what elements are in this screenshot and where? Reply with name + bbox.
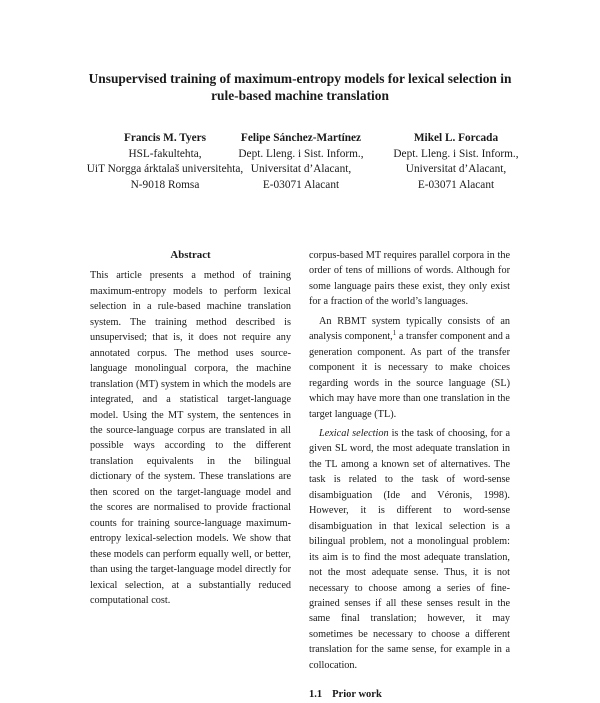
author-affiliation: E-03071 Alacant xyxy=(262,178,340,191)
lexical-selection-term: Lexical selection xyxy=(319,427,389,439)
author-block-3 xyxy=(374,131,538,193)
author-name: Francis M. Tyers xyxy=(123,132,207,144)
author-affiliation: Universitat d’Alacant, xyxy=(405,163,507,175)
abstract-text: This article presents a method of training maximum-entropy models to perform lexical selection in a rule-based machine translation system. The training method described is unsupervised; that is, it does not require any annotated corpus. The method uses source-language monolingual corpora, the machine translation (MT) system in which the models are integrated, and a statistical target-language model. Using the MT system, the sentences in the source-language corpus are translated in all possible ways according to the different translation equivalents in the bilingual dictionary of the system. These translations are then scored on the target-language model and the scores are normalised to provide fractional counts for training source-language maximum-entropy lexical-selection models. We show that these models can perform equally well, or better, than using the target-language model directly for lexical selection, at a substantially reduced computational cost. xyxy=(90,270,291,606)
footnote-marker[interactable]: 1 xyxy=(392,329,397,338)
title-line-1: Unsupervised training of maximum-entropy models for lexical selection in xyxy=(88,71,512,86)
paper-title xyxy=(40,70,560,104)
section-title: Prior work xyxy=(332,689,382,701)
author-name: Felipe Sánchez-Martínez xyxy=(240,132,362,144)
author-affiliation: HSL-fakultehta, xyxy=(128,147,202,160)
author-affiliation: E-03071 Alacant xyxy=(417,178,495,191)
author-affiliation: Dept. Lleng. i Sist. Inform., xyxy=(238,147,364,160)
right-column xyxy=(309,248,510,703)
author-name: Mikel L. Forcada xyxy=(413,132,499,144)
author-affiliation: UiT Norgga árktalaš universitehta, xyxy=(86,163,244,175)
left-column xyxy=(90,248,291,608)
intro-paragraph-3 xyxy=(309,426,510,673)
intro-paragraph-2-start: An RBMT system typically consists of an analysis component, xyxy=(309,315,510,343)
title-line-2: rule-based machine translation xyxy=(211,88,389,103)
abstract-heading: Abstract xyxy=(170,249,211,261)
intro-paragraph-1: corpus-based MT requires parallel corpora in the order of tens of millions of words. Although for some language pairs these exist, they only exist for a fraction of the world’s languages. xyxy=(309,250,510,308)
author-affiliation: Dept. Lleng. i Sist. Inform., xyxy=(393,147,519,160)
intro-paragraph-2-rest: a transfer component and a generation component. As part of the transfer component it is necessary to make choices regarding words in the source language (SL) which may have more than one translation in the target language (TL). xyxy=(309,331,510,420)
intro-paragraph-2 xyxy=(309,314,510,422)
intro-paragraph-3-rest: is the task of choosing, for a given SL word, the most adequate translation in the TL among a known set of alternatives. The task is related to the task of word-sense disambiguation (Ide and Véronis, 1998). However, it is different to word-sense disambiguation in that lexical selection is a bilingual problem, not a monolingual problem: its aim is to find the most adequate translation, not the most adequate sense. Thus, it is not necessary to choose among a series of fine-grained senses if all these senses result in the same final translation; however, it may sometimes be necessary to choose a different translation for the same sense, for example in a collocation. xyxy=(309,427,510,671)
author-affiliation: N-9018 Romsa xyxy=(130,178,200,191)
section-number: 1.1 xyxy=(309,689,323,701)
author-affiliation: Universitat d’Alacant, xyxy=(250,163,352,175)
section-heading-prior-work xyxy=(309,687,510,702)
author-block-2 xyxy=(228,131,374,193)
